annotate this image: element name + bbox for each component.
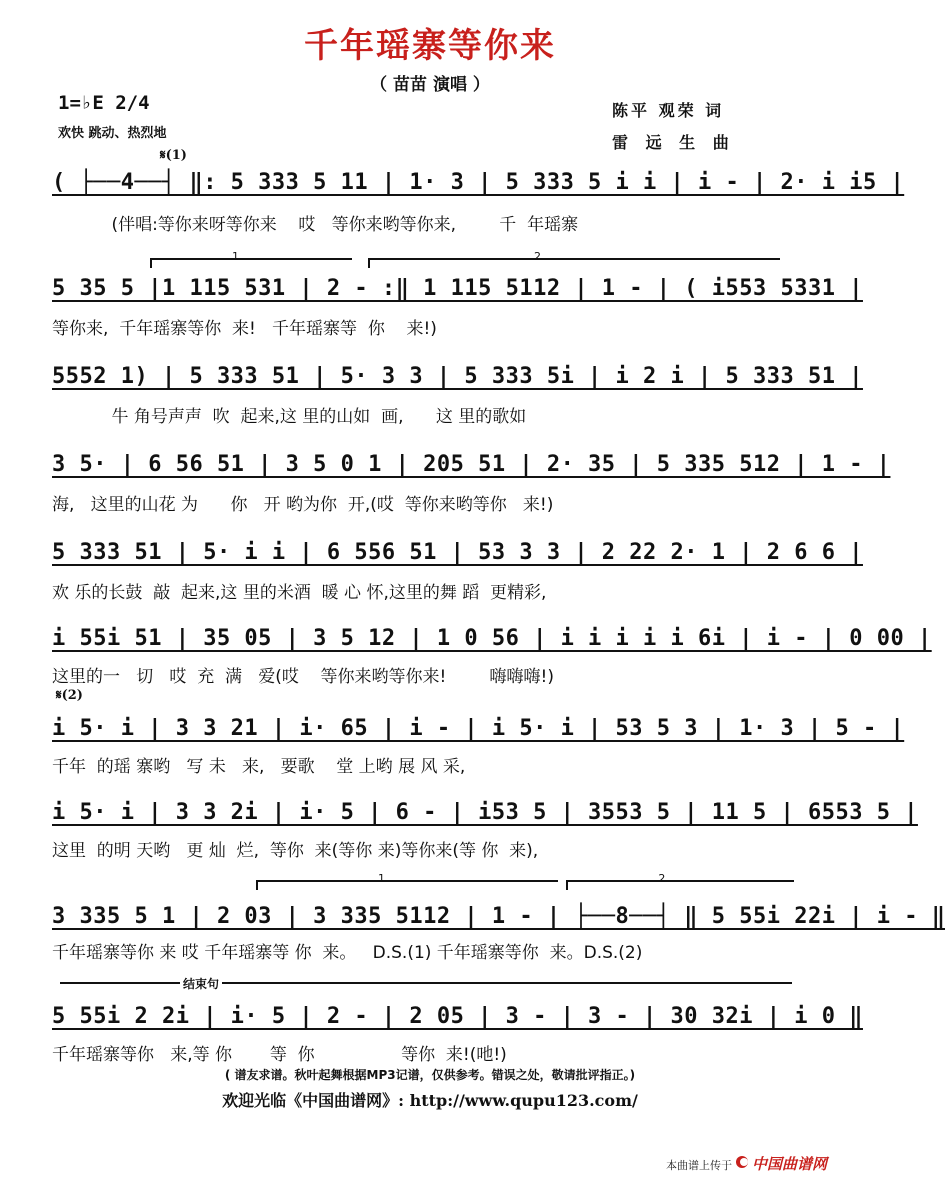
notation-line: 5 55i 2 2i | i· 5 | 2 - | 2 05 | 3 - | 3 - | 30 32i | i 0 ‖ [52,1004,863,1029]
lyricist-credit: 陈平 观荣 词 [612,101,725,120]
score-row-2 [52,276,863,346]
score-row-8 [52,800,918,870]
logo-icon [735,1155,749,1169]
volta-bracket-2 [368,250,780,268]
score-row-3 [52,364,863,434]
lyric-line: 牛 角号声声 吹 起来,这 里的山如 画, 这 里的歌如 [52,407,527,427]
volta-number: 2 [534,250,541,263]
volta-bracket-4 [566,872,794,890]
lyric-line: 千年瑶寨等你 来 哎 千年瑶寨等 你 来。 D.S.(1) 千年瑶寨等你 来。D.S.(2) [52,943,643,963]
notation-line: ( ├──4──┤ ‖: 5 333 5 11 | 1· 3 | 5 333 5 i i | i - | 2· i i5 | [52,170,905,195]
lyric-line: 欢 乐的长鼓 敲 起来,这 里的米酒 暖 心 怀,这里的舞 蹈 更精彩, [52,583,547,603]
lyric-line: 千年 的瑶 寨哟 写 未 来, 要歌 堂 上哟 展 风 采, [52,757,466,777]
lyric-line: 这里的一 切 哎 充 满 爱(哎 等你来哟等你来! 嗨嗨嗨!) [52,667,554,687]
tempo-marking: 欢快 跳动、热烈地 [58,126,167,141]
song-title: 千年瑶寨等你来 [304,26,556,66]
notation-line: 5 35 5 |1 115 531 | 2 - :‖ 1 115 5112 | 1 - | ( i553 5331 | [52,276,863,301]
notation-line: 3 5· | 6 56 51 | 3 5 0 1 | 205 51 | 2· 35 | 5 335 512 | 1 - | [52,452,891,477]
score-row-1 [52,170,905,240]
site-logo[interactable]: 中国曲谱网 [752,1155,828,1173]
score-row-6 [52,626,932,696]
lyric-line: 海, 这里的山花 为 你 开 哟为你 开,(哎 等你来哟等你 来!) [52,495,554,515]
notation-line: 3 335 5 1 | 2 03 | 3 335 5112 | 1 - | ├──8──┤ ‖ 5 55i 22i | i - ‖ [52,904,945,929]
segno-mark-1: 𝄋(1) [160,148,187,163]
ending-label: 结束句 [180,975,222,992]
notation-line: 5552 1) | 5 333 51 | 5· 3 3 | 5 333 5i | i 2 i | 5 333 51 | [52,364,863,389]
upload-caption: 本曲谱上传于 [666,1159,732,1172]
composer-credit: 雷 远 生 曲 [612,133,735,152]
score-row-10 [52,1004,863,1074]
lyric-line: 等你来, 千年瑶寨等你 来! 千年瑶寨等 你 来!) [52,319,437,339]
volta-bracket-1 [150,250,352,268]
score-row-9 [52,904,945,974]
segno-mark-2: 𝄋(2) [56,688,83,703]
website-welcome: 欢迎光临《中国曲谱网》: http://www.qupu123.com/ [222,1091,638,1110]
key-signature: 1=♭E 2/4 [58,92,150,114]
ending-bracket [60,982,792,992]
transcription-note: ( 谱友求谱。秋叶起舞根据MP3记谱，仅供参考。错误之处，敬请批评指正。) [224,1068,636,1082]
volta-number: 1 [232,250,239,263]
lyric-line: 千年瑶寨等你 来,等 你 等 你 等你 来!(吔!) [52,1045,507,1065]
score-row-7 [52,716,905,786]
notation-line: i 5· i | 3 3 21 | i· 65 | i - | i 5· i | 53 5 3 | 1· 3 | 5 - | [52,716,905,741]
notation-line: 5 333 51 | 5· i i | 6 556 51 | 53 3 3 | 2 22 2· 1 | 2 6 6 | [52,540,863,565]
lyric-line: 这里 的明 天哟 更 灿 烂, 等你 来(等你 来)等你来(等 你 来), [52,841,539,861]
volta-number: 1 [378,872,385,885]
notation-line: i 55i 51 | 35 05 | 3 5 12 | 1 0 56 | i i i i i 6i | i - | 0 00 | [52,626,932,651]
notation-line: i 5· i | 3 3 2i | i· 5 | 6 - | i53 5 | 3553 5 | 11 5 | 6553 5 | [52,800,918,825]
performer-credit: （ 苗苗 演唱 ） [370,75,490,95]
volta-number: 2 [658,872,666,885]
volta-bracket-3 [256,872,558,890]
score-row-4 [52,452,891,522]
lyric-line: (伴唱:等你来呀等你来 哎 等你来哟等你来, 千 年瑶寨 [52,215,579,235]
score-row-5 [52,540,863,610]
